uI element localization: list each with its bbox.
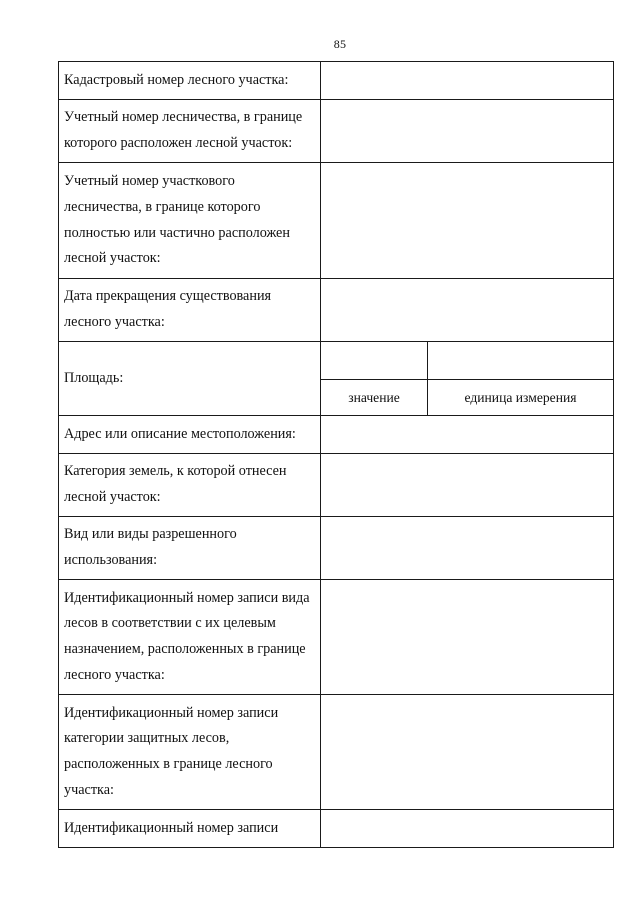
label-address: Адрес или описание местоположения: bbox=[59, 416, 321, 454]
area-unit-input[interactable] bbox=[428, 342, 613, 379]
label-record-id-partial: Идентификационный номер записи bbox=[59, 810, 321, 848]
form-row-area bbox=[59, 342, 614, 416]
form-row-protective-forest-record bbox=[59, 695, 614, 810]
label-land-category: Категория земель, к которой отнесен лесной участок: bbox=[59, 454, 321, 517]
form-row-forest-type-record bbox=[59, 580, 614, 695]
value-forest-type-record[interactable] bbox=[321, 580, 614, 695]
label-forestry-number: Учетный номер лесничества, в границе которого расположен лесной участок: bbox=[59, 100, 321, 163]
label-forest-type-record: Идентификационный номер записи вида лесов в соответствии с их целевым назначением, расположенных в границе лесного участка: bbox=[59, 580, 321, 695]
label-area: Площадь: bbox=[59, 342, 321, 416]
value-cadastral-number[interactable] bbox=[321, 62, 614, 100]
page-number: 85 bbox=[333, 37, 347, 51]
area-value-header: значение bbox=[321, 380, 428, 415]
value-district-forestry-number[interactable] bbox=[321, 163, 614, 279]
area-unit-header: единица измерения bbox=[464, 389, 577, 405]
label-termination-date: Дата прекращения существования лесного участка: bbox=[59, 279, 321, 342]
form-row-land-category bbox=[59, 454, 614, 517]
form-row-address bbox=[59, 416, 614, 454]
label-cadastral-number: Кадастровый номер лесного участка: bbox=[59, 62, 321, 100]
label-permitted-use: Вид или виды разрешенного использования: bbox=[59, 517, 321, 580]
value-termination-date[interactable] bbox=[321, 279, 614, 342]
value-protective-forest-record[interactable] bbox=[321, 695, 614, 810]
value-address[interactable] bbox=[321, 416, 614, 454]
label-district-forestry-number: Учетный номер участкового лесничества, в границе которого полностью или частично расположен лесной участок: bbox=[59, 163, 321, 279]
value-forestry-number[interactable] bbox=[321, 100, 614, 163]
label-protective-forest-record: Идентификационный номер записи категории защитных лесов, расположенных в границе лесного участка: bbox=[59, 695, 321, 810]
forest-plot-form-table bbox=[58, 61, 614, 848]
form-row-district-forestry-number bbox=[59, 163, 614, 279]
form-row-permitted-use bbox=[59, 517, 614, 580]
form-row-record-id-partial bbox=[59, 810, 614, 848]
value-permitted-use[interactable] bbox=[321, 517, 614, 580]
form-row-forestry-number bbox=[59, 100, 614, 163]
value-area bbox=[321, 342, 614, 416]
form-row-termination-date bbox=[59, 279, 614, 342]
form-row-cadastral-number bbox=[59, 62, 614, 100]
value-record-id-partial[interactable] bbox=[321, 810, 614, 848]
area-value-input[interactable] bbox=[321, 342, 428, 379]
value-land-category[interactable] bbox=[321, 454, 614, 517]
